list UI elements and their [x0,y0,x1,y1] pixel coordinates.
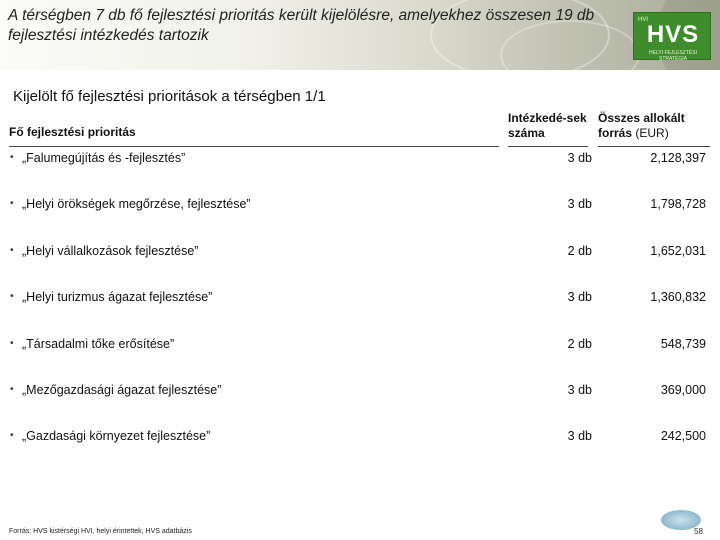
measure-count: 3 db [567,429,592,444]
table-row [0,285,720,331]
measure-count: 2 db [567,243,592,258]
section-title: Kijelölt fő fejlesztési prioritások a térségben 1/1 [13,88,326,105]
priority-label: „Helyi turizmus ágazat fejlesztése” [22,290,213,305]
priority-label: „Gazdasági környezet fejlesztése” [22,429,211,444]
allocated-amount: 548,739 [660,336,706,351]
measure-count: 3 db [567,382,592,397]
column-header-priority: Fő fejlesztési prioritás [9,125,136,139]
allocated-amount: 1,652,031 [650,243,706,258]
measure-count: 2 db [567,336,592,351]
table-row [0,192,720,238]
header-banner [0,0,720,70]
bullet: • [10,383,14,395]
column-header-amount-unit: (EUR) [635,126,669,140]
bullet: • [10,337,14,349]
table-row [0,378,720,424]
bullet: • [10,152,14,163]
bullet: • [10,430,14,442]
logo-text: HVS [646,21,700,48]
priority-label: „Falumegújítás és -fejlesztés” [22,151,186,165]
priority-label: „Helyi vállalkozások fejlesztése” [22,243,199,258]
allocated-amount: 1,360,832 [650,290,706,305]
column-header-amount-label: Összes allokált forrás [598,111,685,140]
logo-subtitle: HELYI FEJLESZTÉSI STRATÉGIA [649,50,697,62]
bullet: • [10,244,14,256]
priority-label: „Mezőgazdasági ágazat fejlesztése” [22,382,222,397]
allocated-amount: 369,000 [660,382,706,397]
source-note: Forrás: HVS kistérségi HVI, helyi érintettek, HVS adatbázis [9,528,192,535]
table-row [0,424,720,470]
allocated-amount: 1,798,728 [650,197,706,212]
column-header-count: Intézkedé-sek száma [508,111,587,140]
column-header-amount [598,111,713,141]
allocated-amount: 242,500 [660,429,706,444]
page-title: A térségben 7 db fő fejlesztési prioritás került kijelölésre, amelyekhez összesen 19 db fejlesztési intézkedés tartozik [8,7,595,44]
bullet: • [10,291,14,303]
hvs-logo [633,12,711,60]
page-number: 58 [694,527,703,536]
table-row [0,146,720,192]
logo-mark: HVI [638,17,649,23]
measure-count: 3 db [567,290,592,305]
measure-count: 3 db [567,197,592,212]
table-row [0,239,720,285]
priority-label: „Helyi örökségek megőrzése, fejlesztése” [22,197,251,212]
measure-count: 3 db [567,151,592,165]
allocated-amount: 2,128,397 [650,151,706,165]
table-row [0,332,720,378]
priority-label: „Társadalmi tőke erősítése” [22,336,175,351]
priority-table [0,146,720,471]
bullet: • [10,198,14,210]
